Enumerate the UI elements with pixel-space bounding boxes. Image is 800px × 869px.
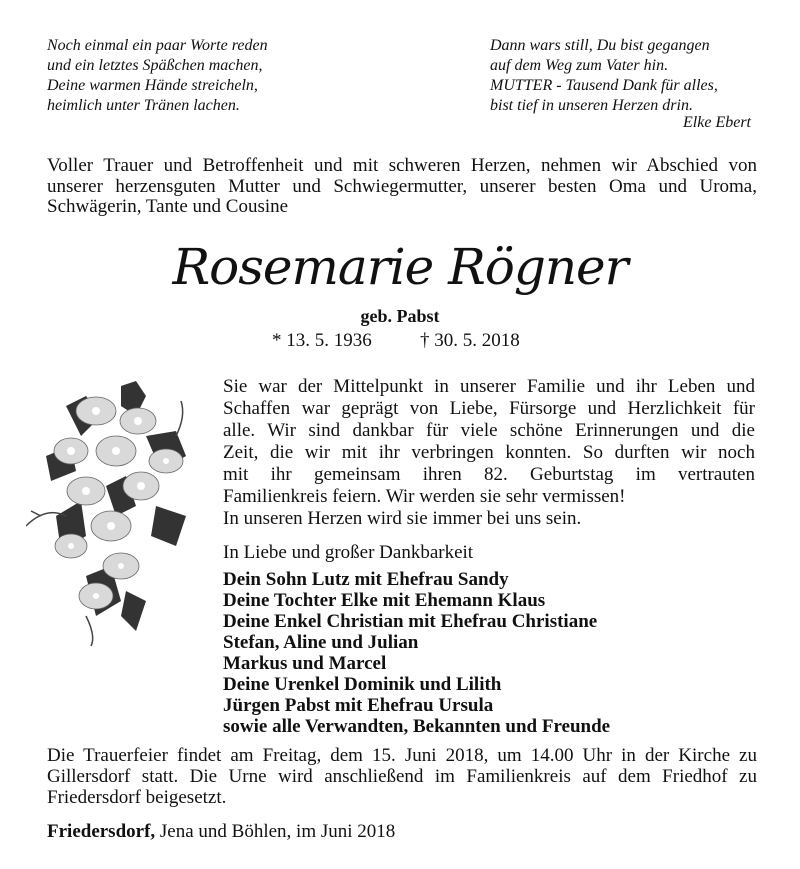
poem-line: und ein letztes Späßchen machen, — [47, 57, 263, 74]
poem-line: MUTTER - Tausend Dank für alles, — [490, 77, 718, 94]
birth-name: geb. Pabst — [360, 306, 440, 326]
family-member: Deine Enkel Christian mit Ehefrau Christiane — [223, 611, 598, 632]
body-line: Zeit, die wir mit ihr verbringen konnten. So durften wir noch — [223, 442, 755, 463]
footer-line: Friedersdorf beigesetzt. — [47, 787, 227, 808]
poem-line: auf dem Weg zum Vater hin. — [490, 57, 669, 74]
orchid-bouquet-icon — [26, 376, 196, 646]
funeral-info — [47, 745, 757, 808]
birth-date: * 13. 5. 1936 — [272, 330, 372, 351]
place-date — [47, 821, 395, 843]
family-list — [223, 569, 610, 737]
body-line: Familienkreis feiern. Wir werden sie sehr vermissen! — [223, 486, 626, 507]
family-member: Dein Sohn Lutz mit Ehefrau Sandy — [223, 569, 509, 590]
poem-line: bist tief in unseren Herzen drin. — [490, 97, 693, 114]
family-member: Deine Tochter Elke mit Ehemann Klaus — [223, 590, 546, 611]
poem-line: Dann wars still, Du bist gegangen — [490, 37, 710, 54]
death-date: † 30. 5. 2018 — [420, 330, 520, 351]
intro-line: unserer herzensguten Mutter und Schwiegermutter, unserer besten Oma und Uroma, — [47, 175, 757, 197]
poem-line: heimlich unter Tränen lachen. — [47, 97, 240, 114]
obituary-body — [223, 376, 755, 530]
place-name: Friedersdorf, — [47, 821, 156, 842]
poem-right — [490, 36, 718, 116]
family-member: Jürgen Pabst mit Ehefrau Ursula — [223, 695, 494, 716]
body-line: Sie war der Mittelpunkt in unserer Familie und ihr Leben und — [223, 376, 755, 397]
footer-line: Gillersdorf statt. Die Urne wird anschließend im Familienkreis auf dem Friedhof zu — [47, 766, 757, 787]
poem-left — [47, 36, 268, 116]
closing-greeting: In Liebe und großer Dankbarkeit — [223, 542, 474, 563]
intro-line: Schwägerin, Tante und Cousine — [47, 196, 289, 217]
body-line: In unseren Herzen wird sie immer bei uns sein. — [223, 508, 582, 529]
poem-line: Deine warmen Hände streicheln, — [47, 77, 258, 94]
body-line: alle. Wir sind dankbar für viele schöne Erinnerungen und die — [223, 420, 755, 441]
family-member: sowie alle Verwandten, Bekannten und Freunde — [223, 716, 611, 737]
poem-line: Noch einmal ein paar Worte reden — [47, 37, 268, 54]
body-line: mit ihr gemeinsam ihren 82. Geburtstag im vertrauten — [223, 464, 755, 485]
family-member: Stefan, Aline und Julian — [223, 632, 419, 653]
family-member: Markus und Marcel — [223, 653, 387, 674]
footer-line: Die Trauerfeier findet am Freitag, dem 15. Juni 2018, um 14.00 Uhr in der Kirche zu — [47, 745, 757, 766]
place-rest: Jena und Böhlen, im Juni 2018 — [155, 821, 396, 842]
intro-text — [47, 156, 757, 218]
poem-author: Elke Ebert — [683, 114, 751, 131]
intro-line: Voller Trauer und Betroffenheit und mit schweren Herzen, nehmen wir Abschied von — [47, 155, 757, 176]
deceased-name: Rosemarie Rögner — [172, 238, 628, 296]
body-line: Schaffen war geprägt von Liebe, Fürsorge und Herzlichkeit für — [223, 398, 755, 419]
family-member: Deine Urenkel Dominik und Lilith — [223, 674, 502, 695]
